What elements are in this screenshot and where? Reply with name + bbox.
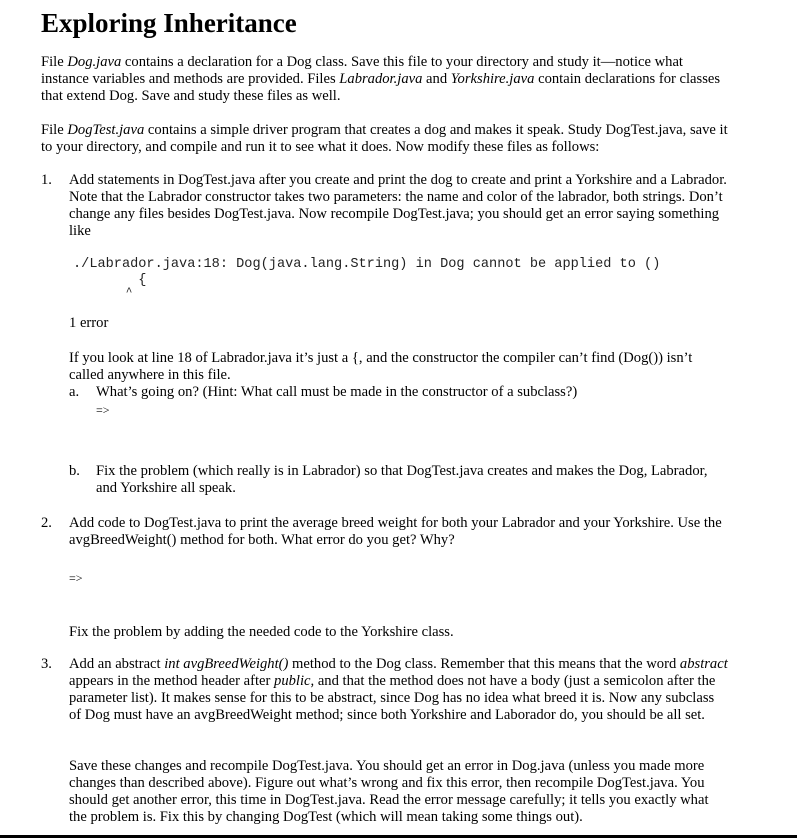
item-3-number: 3.: [41, 656, 52, 672]
file-name: Labrador.java: [339, 71, 423, 87]
sub-a-text: What’s going on? (Hint: What call must be made in the constructor of a subclass?): [96, 384, 578, 400]
text-run: contains a declaration for a Dog class. Save this file to your directory and study it—notice what instance variables and methods are provided. Files: [41, 54, 683, 87]
text-run: contains a simple driver program that creates a dog and makes it speak. Study DogTest.java, save it to your directory, and compile and run it to see what it does. Now modify these files as follows:: [41, 122, 728, 155]
sub-a-label: a.: [69, 384, 80, 400]
sub-b-label: b.: [69, 463, 80, 479]
text-run: and: [422, 71, 451, 87]
sub-b-text: Fix the problem (which really is in Labrador) so that DogTest.java creates and makes the Dog, Labrador, and Yorkshire all speak.: [96, 463, 708, 496]
bottom-rule: [0, 835, 797, 838]
intro-paragraph-1: [41, 54, 731, 105]
item-1-number: 1.: [41, 172, 52, 188]
item-3-text: [69, 656, 729, 724]
file-name: DogTest.java: [67, 122, 145, 138]
text-run: contain declarations for classes that extend Dog. Save and study these files as well.: [41, 71, 721, 104]
file-name: Yorkshire.java: [450, 71, 535, 87]
error-code-caret: ^: [73, 287, 133, 299]
error-code-brace: {: [73, 273, 147, 288]
error-code-line: ./Labrador.java:18: Dog(java.lang.String) in Dog cannot be applied to (): [73, 257, 661, 272]
item-2-text: Add code to DogTest.java to print the average breed weight for both your Labrador and your Yorkshire. Use the avgBreedWeight() method for both. What error do you get? Why?: [69, 515, 722, 548]
text-run: appears in the method header after: [69, 673, 275, 689]
code-term: public,: [274, 673, 315, 689]
page-title: Exploring Inheritance: [41, 8, 297, 38]
code-term: abstract: [679, 656, 728, 672]
item-3-paragraph-2: Save these changes and recompile DogTest.java. You should get an error in Dog.java (unless you made more changes than described above). Figure out what’s wrong and fix this error, then recompile DogTest.java. You should get another error, this time in DogTest.java. Read the error message carefully; it tells you exactly what the problem is. Fix this by changing DogTest (which will mean taking some things out).: [69, 758, 709, 825]
text-run: Add an abstract: [69, 656, 165, 672]
text-run: method to the Dog class. Remember that this means that the word: [288, 656, 680, 672]
answer-arrow-a: =>: [96, 403, 110, 417]
text-run: and that the method does not have a body (just a semicolon after the parameter list). It makes sense for this to be abstract, since Dog has no idea what breed it is. Now any subclass of Dog must have an avgBreedWeight method; since both Yorkshire and Laborador do, you should be all set.: [69, 673, 716, 723]
item-2-number: 2.: [41, 515, 52, 531]
item-1-text: Add statements in DogTest.java after you create and print the dog to create and print a Yorkshire and a Labrador. Note that the Labrador constructor takes two parameters: the name and color of the labrador, both strings. Don’t change any files besides DogTest.java. Now recompile DogTest.java; you should get an error saying something like: [69, 172, 727, 239]
item-1-explanation: If you look at line 18 of Labrador.java it’s just a {, and the constructor the compiler can’t find (Dog()) isn’t called anywhere in this file.: [69, 350, 693, 383]
file-name: Dog.java: [67, 54, 122, 70]
text-run: File: [41, 54, 68, 70]
text-run: File: [41, 122, 68, 138]
code-term: int avgBreedWeight(): [164, 656, 289, 672]
answer-arrow-2: =>: [69, 571, 83, 585]
intro-paragraph-2: [41, 122, 731, 156]
item-2-fix: Fix the problem by adding the needed code to the Yorkshire class.: [69, 624, 454, 640]
error-count: 1 error: [69, 315, 109, 331]
